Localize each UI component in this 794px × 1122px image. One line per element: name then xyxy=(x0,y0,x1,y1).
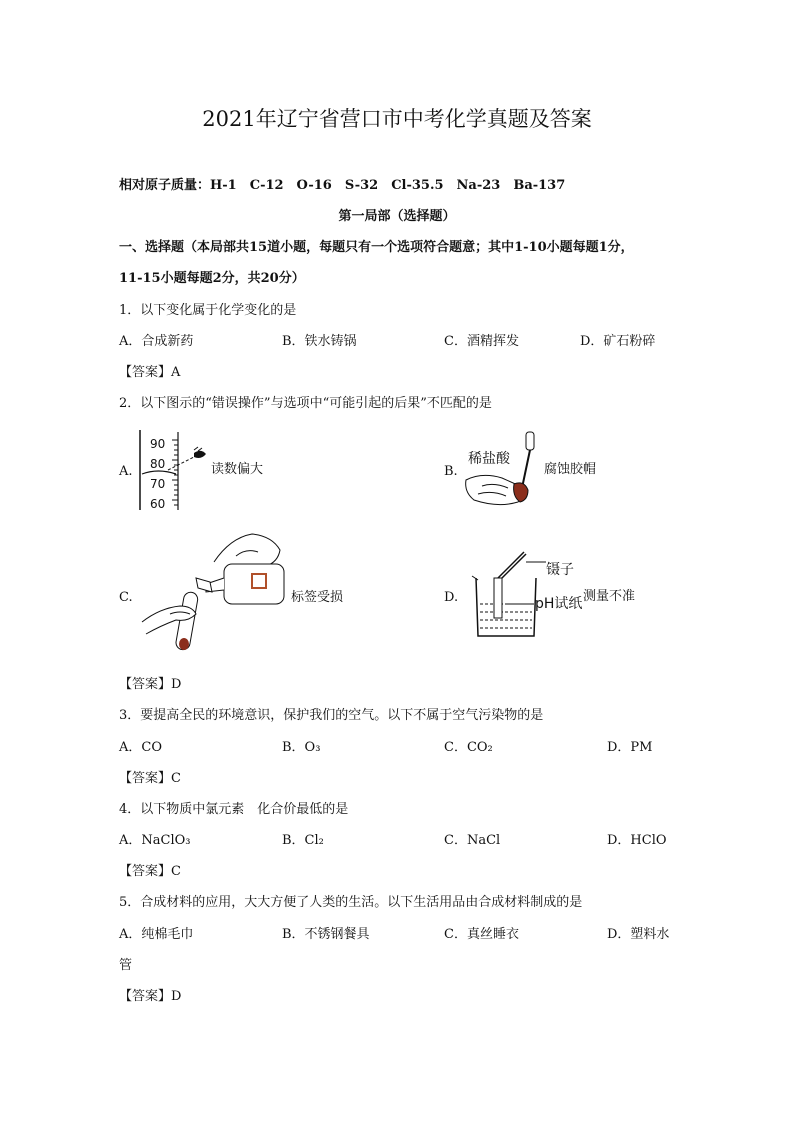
question-5-option-a: A．纯棉毛巾 xyxy=(119,927,194,942)
question-5-option-c: C．真丝睡衣 xyxy=(444,927,519,942)
question-2-caption-b: 腐蚀胶帽 xyxy=(544,462,597,477)
dilute-acid-label: 稀盐酸 xyxy=(468,451,510,467)
question-4-option-d: D．HClO xyxy=(607,833,667,848)
section-heading-line-2: 11-15小题每题2分，共20分） xyxy=(119,271,305,286)
question-2-option-b-label: B. xyxy=(444,464,458,479)
atomic-mass-line: 相对原子质量：H-1 C-12 O-16 S-32 Cl-35.5 Na-23 Ba-137 xyxy=(119,178,566,193)
question-1-option-b: B．铁水铸锅 xyxy=(282,334,357,349)
question-1-stem: 1．以下变化属于化学变化的是 xyxy=(119,303,297,318)
part-title: 第一局部（选择题） xyxy=(338,209,456,224)
question-2-option-c-label: C. xyxy=(119,590,133,605)
question-3-option-b: B．O₃ xyxy=(282,740,321,755)
question-4-option-c: C．NaCl xyxy=(444,833,501,848)
question-2-answer: 【答案】D xyxy=(119,677,182,692)
beaker-ph-paper-figure xyxy=(470,548,550,642)
question-3-option-a: A．CO xyxy=(119,740,162,755)
cylinder-scale-80: 80 xyxy=(150,457,166,471)
question-5-option-b: B．不锈钢餐具 xyxy=(282,927,370,942)
question-3-stem: 3．要提高全民的环境意识，保护我们的空气。以下不属于空气污染物的是 xyxy=(119,708,544,723)
question-5-answer: 【答案】D xyxy=(119,989,182,1004)
pouring-reagent-figure xyxy=(140,530,290,660)
question-4-stem: 4．以下物质中氯元素 化合价最低的是 xyxy=(119,802,349,817)
question-4-option-b: B．Cl₂ xyxy=(282,833,324,848)
question-1-option-c: C．酒精挥发 xyxy=(444,334,519,349)
question-2-caption-d: 测量不准 xyxy=(583,589,636,604)
question-2-option-d-label: D. xyxy=(444,590,459,605)
question-5-option-d: D．塑料水 xyxy=(607,927,670,942)
cylinder-scale-90: 90 xyxy=(150,437,166,451)
question-4-answer: 【答案】C xyxy=(119,864,181,879)
section-heading-line-1: 一、选择题（本局部共15道小题，每题只有一个选项符合题意；其中1-10小题每题1分， xyxy=(119,240,634,255)
question-1-option-a: A．合成新药 xyxy=(119,334,194,349)
document-title: 2021年辽宁省营口市中考化学真题及答案 xyxy=(202,107,592,131)
question-1-option-d: D．矿石粉碎 xyxy=(580,334,656,349)
question-5-stem: 5．合成材料的应用，大大方便了人类的生活。以下生活用品由合成材料制成的是 xyxy=(119,895,583,910)
question-2-option-a-label: A. xyxy=(119,464,133,479)
question-4-option-a: A．NaClO₃ xyxy=(119,833,191,848)
question-3-answer: 【答案】C xyxy=(119,771,181,786)
question-2-caption-c: 标签受损 xyxy=(291,590,344,605)
cylinder-scale-70: 70 xyxy=(150,477,166,491)
cylinder-scale-60: 60 xyxy=(150,497,166,511)
question-2-stem: 2．以下图示的“错误操作”与选项中“可能引起的后果”不匹配的是 xyxy=(119,396,492,411)
question-3-option-c: C．CO₂ xyxy=(444,740,493,755)
question-3-option-d: D．PM xyxy=(607,740,653,755)
ph-paper-label: pH试纸 xyxy=(535,596,583,612)
question-2-caption-a: 读数偏大 xyxy=(211,462,264,477)
tweezers-label: 镊子 xyxy=(546,562,574,578)
question-1-answer: 【答案】A xyxy=(119,365,181,380)
dropper-figure xyxy=(462,430,542,512)
question-5-option-d-wrap: 管 xyxy=(119,958,133,973)
